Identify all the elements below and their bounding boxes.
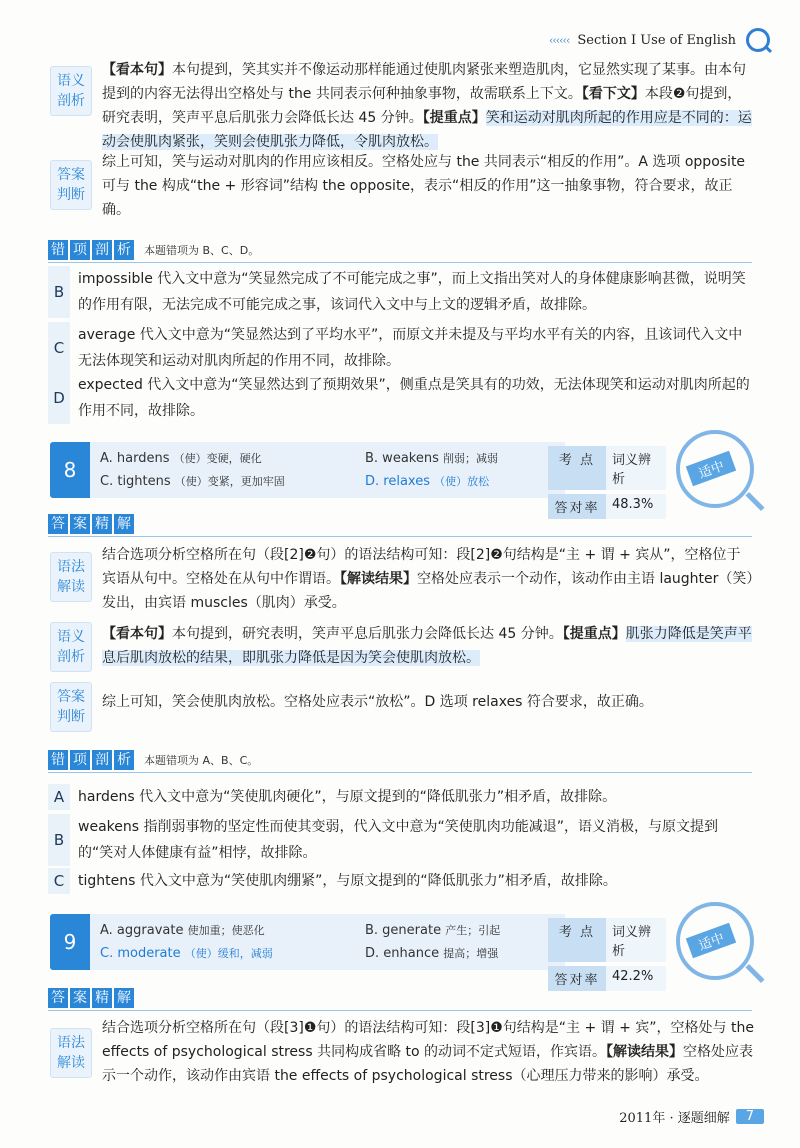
wrong-option-d: D expected 代入文中意为“笑显然达到了预期效果”，侧重点是笑具有的功效，无法体现笑和运动对肌肉所起的作用不同，故排除。 [48,372,752,424]
option-a: A. hardens （使）变硬，硬化 [100,451,262,466]
question-number: 9 [50,914,90,970]
page-footer [619,1107,764,1126]
question-8-stats: 考 点 词义辨析 答对率 48.3% [548,446,666,519]
section-header-cuoxiang: 错 项 剖 析 本题错项为 A、B、C。 [48,750,258,770]
daan-label: 答案 判断 [50,160,92,210]
tag-kanbenju: 【看本句】 [102,62,172,78]
running-header [549,28,770,52]
footer-text: 2011年 · 逐题细解 [619,1111,730,1126]
yuyi-label: 语义 剖析 [50,622,92,672]
section-title: Section I Use of English [577,32,736,48]
divider [48,1010,752,1011]
daan-paragraph: 综上可知，笑会使肌肉放松。空格处应表示“放松”。D 选项 relaxes 符合要求，故正确。 [102,694,653,710]
option-b: B. weakens 削弱；减弱 [365,451,498,466]
wrong-option-c: C tightens 代入文中意为“笑使肌肉绷紧”，与原文提到的“降低肌张力”相矛盾，故排除。 [48,868,752,894]
yufa-paragraph: 结合选项分析空格所在句（段[2]❷句）的语法结构可知：段[2]❷句结构是“主 + 谓 + 宾从”，空格位于宾语从句中。空格处在从句中作谓语。【解读结果】空格处应表示一个动作，该动作由主语 laughter（笑）发出，由宾语 muscles（肌肉）承受。 [102,547,754,611]
daan-label: 答案 判断 [50,682,92,732]
question-number: 8 [50,442,90,498]
options-grid [90,442,565,498]
question-9-box [50,914,565,970]
page-number: 7 [736,1109,764,1124]
yuyi-paragraph: 【看本句】本句提到，研究表明，笑声平息后肌张力会降低长达 45 分钟。【提重点】肌张力降低是笑声平息后肌肉放松的结果，即肌张力降低是因为笑会使肌肉放松。 [102,626,752,666]
question-9-stats: 考 点 词义辨析 答对率 42.2% [548,918,666,991]
option-b: B. generate 产生；引起 [365,923,501,938]
wrong-option-c: C average 代入文中意为“笑显然达到了平均水平”，而原文并未提及与平均水平有关的内容，且该词代入文中无法体现笑和运动对肌肉所起的作用不同，故排除。 [48,322,752,374]
section-header-cuoxiang: 错 项 剖 析 本题错项为 B、C、D。 [48,240,259,260]
wrong-option-b: B weakens 指削弱事物的坚定性而使其变弱，代入文中意为“笑使肌肉功能减退”，语义消极，与原文提到的“笑对人体健康有益”相悖，故排除。 [48,814,752,866]
options-grid [90,914,565,970]
divider [48,536,752,537]
option-a: A. aggravate 使加重；使恶化 [100,923,265,938]
search-q-icon [746,28,770,52]
daan-paragraph: 综上可知，笑与运动对肌肉的作用应该相反。空格处应与 the 共同表示“相反的作用”。A 选项 opposite 可与 the 构成“the + 形容词”结构 the opposite，表示“相反的作用”这一抽象事物，符合要求，故正确。 [102,154,746,218]
yuyi-label: 语义 剖析 [50,66,92,116]
yufa-label: 语法 解读 [50,1028,92,1078]
yufa-paragraph: 结合选项分析空格所在句（段[3]❶句）的语法结构可知：段[3]❶句结构是“主 + 谓 + 宾”，空格处与 the effects of psychological stress 共同构成省略 to 的动词不定式短语，作宾语。【解读结果】空格处应表示一个动作，该动作由宾语 the effects of psychological stress（心理压力带来的影响）承受。 [102,1020,754,1084]
wrong-option-a: A hardens 代入文中意为“笑使肌肉硬化”，与原文提到的“降低肌张力”相矛盾，故排除。 [48,784,752,810]
option-d-correct: D. relaxes （使）放松 [365,474,490,489]
section-header-daanjingjie: 答 案 精 解 [48,988,134,1008]
arrows-icon: ‹‹‹‹‹‹ [548,33,570,47]
tag-tizhongdian: 【提重点】 [422,110,486,126]
question-8-box [50,442,565,498]
yuyi-paragraph: 【看本句】本句提到，笑其实并不像运动那样能通过使肌肉紧张来塑造肌肉，它显然实现了某事。由本句提到的内容无法得出空格处与 the 共同表示何种抽象事物，故需联系上下文。【看下文】本段❷句提到，研究表明，笑声平息后肌张力会降低长达 45 分钟。【提重点】笑和运动对肌肉所起的作用应是不同的：运动会使肌肉紧张，笑则会使肌张力降低，令肌肉放松。 [102,62,752,150]
option-c-correct: C. moderate （使）缓和，减弱 [100,946,273,961]
yufa-label: 语法 解读 [50,552,92,602]
tag-kanxiawen: 【看下文】 [581,86,645,102]
option-d: D. enhance 提高；增强 [365,946,499,961]
section-header-daanjingjie: 答 案 精 解 [48,514,134,534]
wrong-option-b: B impossible 代入文中意为“笑显然完成了不可能完成之事”，而上文指出笑对人的身体健康影响甚微，说明笑的作用有限，无法完成不可能完成之事，该词代入文中与上文的逻辑矛盾，故排除。 [48,266,752,318]
divider [48,262,752,263]
difficulty-badge: 适中 [676,902,754,980]
difficulty-badge: 适中 [676,430,754,508]
divider [48,772,752,773]
option-c: C. tightens （使）变紧，更加牢固 [100,474,285,489]
